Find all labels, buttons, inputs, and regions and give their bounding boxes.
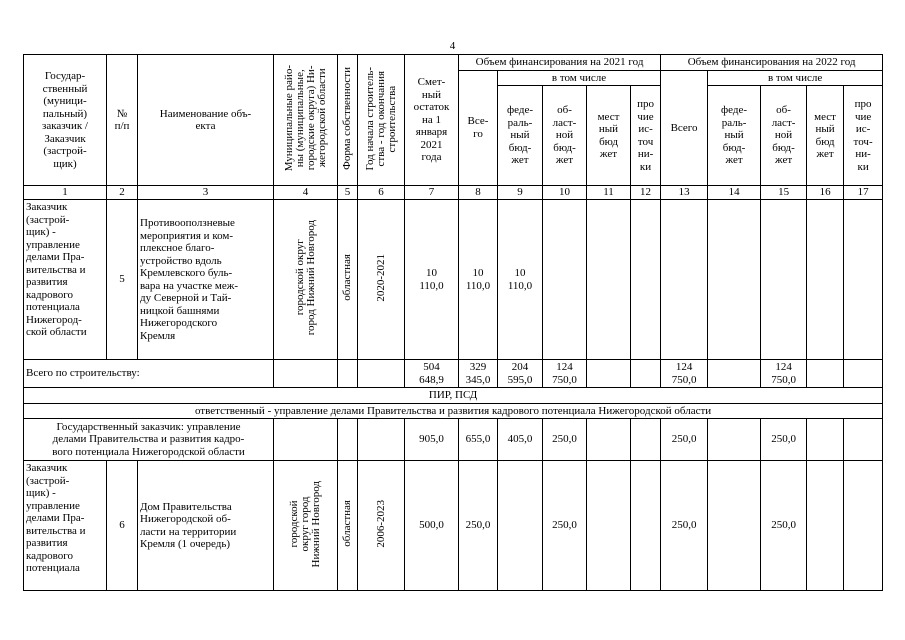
row2-municipal-cell <box>274 461 338 591</box>
row1-object-name: Противооползневые мероприятия и ком- плексное благо- устройство вдоль Кремлевского буль- вара на участке меж- ду Северной и Тай- ницкой башнями Нижегородского Кремля <box>138 200 274 360</box>
empty-cell <box>631 461 661 591</box>
total-row-regional-2022: 124 750,0 <box>761 360 807 388</box>
state-regional: 250,0 <box>543 419 587 461</box>
empty-cell <box>631 360 661 388</box>
header-estimate: Смет- ный остаток на 1 января 2021 года <box>405 55 459 186</box>
header-ownership-cell <box>338 55 358 186</box>
col-number: 4 <box>274 186 338 200</box>
total-row-label: Всего по строительству: <box>24 360 274 388</box>
header-fin-2022: Объем финансирования на 2022 год <box>661 55 883 71</box>
empty-cell <box>587 461 631 591</box>
section-pir-title: ПИР, ПСД <box>24 388 883 404</box>
row1-estimate: 10 110,0 <box>405 200 459 360</box>
col-number: 17 <box>844 186 883 200</box>
col-number: 2 <box>107 186 138 200</box>
header-object-name: Наименование объ- екта <box>138 55 274 186</box>
state-estimate: 905,0 <box>405 419 459 461</box>
empty-cell <box>587 200 631 360</box>
empty-cell <box>631 419 661 461</box>
header-including-2021: в том числе <box>498 70 661 86</box>
col-number: 1 <box>24 186 107 200</box>
responsible-line: ответственный - управление делами Правительства и развития кадрового потенциала Нижегородской области <box>24 403 883 419</box>
header-total-2021: Все- го <box>459 70 498 186</box>
row1-years: 2020-2021 <box>374 253 387 302</box>
empty-cell <box>358 360 405 388</box>
col-number: 5 <box>338 186 358 200</box>
header-other-2022: про чие ис- точ- ни- ки <box>844 86 883 186</box>
header-customer: Государ- ственный (муници- пальный) заказчик / Заказчик (застрой- щик) <box>24 55 107 186</box>
header-local-2022: мест ный бюд жет <box>807 86 844 186</box>
empty-cell <box>844 360 883 388</box>
col-number: 10 <box>543 186 587 200</box>
row2-ownership-cell <box>338 461 358 591</box>
col-number: 3 <box>138 186 274 200</box>
header-regional-2022: об- ласт- ной бюд- жет <box>761 86 807 186</box>
header-other-2021: про чие ис- точ ни- ки <box>631 86 661 186</box>
page-number: 4 <box>449 40 456 52</box>
header-including-2022: в том числе <box>708 70 883 86</box>
empty-cell <box>274 419 338 461</box>
empty-cell <box>708 419 761 461</box>
empty-cell <box>807 360 844 388</box>
total-row-total: 329 345,0 <box>459 360 498 388</box>
header-num: № п/п <box>107 55 138 186</box>
col-number: 11 <box>587 186 631 200</box>
empty-cell <box>358 419 405 461</box>
total-row-estimate: 504 648,9 <box>405 360 459 388</box>
header-federal-2022: феде- раль- ный бюд- жет <box>708 86 761 186</box>
header-years-cell <box>358 55 405 186</box>
state-customer-label: Государственный заказчик: управление делами Правительства и развития кадро- вого потенциала Нижегородской области <box>24 419 274 461</box>
row1-years-cell <box>358 200 405 360</box>
financing-table <box>23 54 883 591</box>
row2-ownership: областная <box>341 500 353 548</box>
row1-municipal-cell <box>274 200 338 360</box>
table-row <box>24 461 883 591</box>
row1-ownership-cell <box>338 200 358 360</box>
row2-years-cell <box>358 461 405 591</box>
empty-cell <box>498 461 543 591</box>
header-municipal: Муниципальные райо- ны (муниципальные, городские округа) Ни- жегородской области <box>282 65 328 172</box>
empty-cell <box>338 419 358 461</box>
empty-cell <box>844 419 883 461</box>
row2-customer: Заказчик (застрой- щик) - управление делами Пра- вительства и развития кадрового потенциала <box>24 461 107 591</box>
row2-num: 6 <box>107 461 138 591</box>
header-ownership: Форма собственности <box>341 66 353 170</box>
col-number: 12 <box>631 186 661 200</box>
total-row-regional: 124 750,0 <box>543 360 587 388</box>
state-federal: 405,0 <box>498 419 543 461</box>
empty-cell <box>631 200 661 360</box>
row1-federal: 10 110,0 <box>498 200 543 360</box>
empty-cell <box>807 461 844 591</box>
row2-regional-2022: 250,0 <box>761 461 807 591</box>
empty-cell <box>543 200 587 360</box>
table-row <box>24 200 883 360</box>
empty-cell <box>844 461 883 591</box>
col-number: 9 <box>498 186 543 200</box>
row2-estimate: 500,0 <box>405 461 459 591</box>
row1-num: 5 <box>107 200 138 360</box>
header-years: Год начала строитель- ства - год окончания строительства <box>363 66 398 170</box>
row2-municipal: городской округ город Нижний Новгород <box>288 480 322 567</box>
state-regional-2022: 250,0 <box>761 419 807 461</box>
row2-years: 2006-2023 <box>374 499 387 548</box>
col-number: 7 <box>405 186 459 200</box>
col-number: 14 <box>708 186 761 200</box>
header-local-2021: мест ный бюд жет <box>587 86 631 186</box>
empty-cell <box>807 419 844 461</box>
col-number: 15 <box>761 186 807 200</box>
col-number: 6 <box>358 186 405 200</box>
row2-total: 250,0 <box>459 461 498 591</box>
row1-customer: Заказчик (застрой- щик) - управление делами Пра- вительства и развития кадрового потенциала Нижегород- ской области <box>24 200 107 360</box>
row1-municipal: городской округ город Нижний Новгород <box>293 220 317 336</box>
row2-object-name: Дом Правительства Нижегородской об- ласти на территории Кремля (1 очередь) <box>138 461 274 591</box>
col-number: 16 <box>807 186 844 200</box>
total-row-federal: 204 595,0 <box>498 360 543 388</box>
state-customer-row <box>24 419 883 461</box>
header-municipal-cell <box>274 55 338 186</box>
total-row <box>24 360 883 388</box>
total-row-total-2022: 124 750,0 <box>661 360 708 388</box>
empty-cell <box>338 360 358 388</box>
empty-cell <box>708 360 761 388</box>
header-federal-2021: феде- раль- ный бюд- жет <box>498 86 543 186</box>
row2-regional: 250,0 <box>543 461 587 591</box>
empty-cell <box>844 200 883 360</box>
row2-total-2022: 250,0 <box>661 461 708 591</box>
col-number: 8 <box>459 186 498 200</box>
row1-total: 10 110,0 <box>459 200 498 360</box>
header-regional-2021: об- ласт- ной бюд- жет <box>543 86 587 186</box>
empty-cell <box>807 200 844 360</box>
empty-cell <box>274 360 338 388</box>
header-total-2022: Всего <box>661 70 708 186</box>
state-total: 655,0 <box>459 419 498 461</box>
empty-cell <box>708 461 761 591</box>
empty-cell <box>661 200 708 360</box>
empty-cell <box>587 419 631 461</box>
empty-cell <box>761 200 807 360</box>
row1-ownership: областная <box>341 254 353 302</box>
empty-cell <box>708 200 761 360</box>
empty-cell <box>587 360 631 388</box>
state-total-2022: 250,0 <box>661 419 708 461</box>
header-fin-2021: Объем финансирования на 2021 год <box>459 55 661 71</box>
col-number: 13 <box>661 186 708 200</box>
